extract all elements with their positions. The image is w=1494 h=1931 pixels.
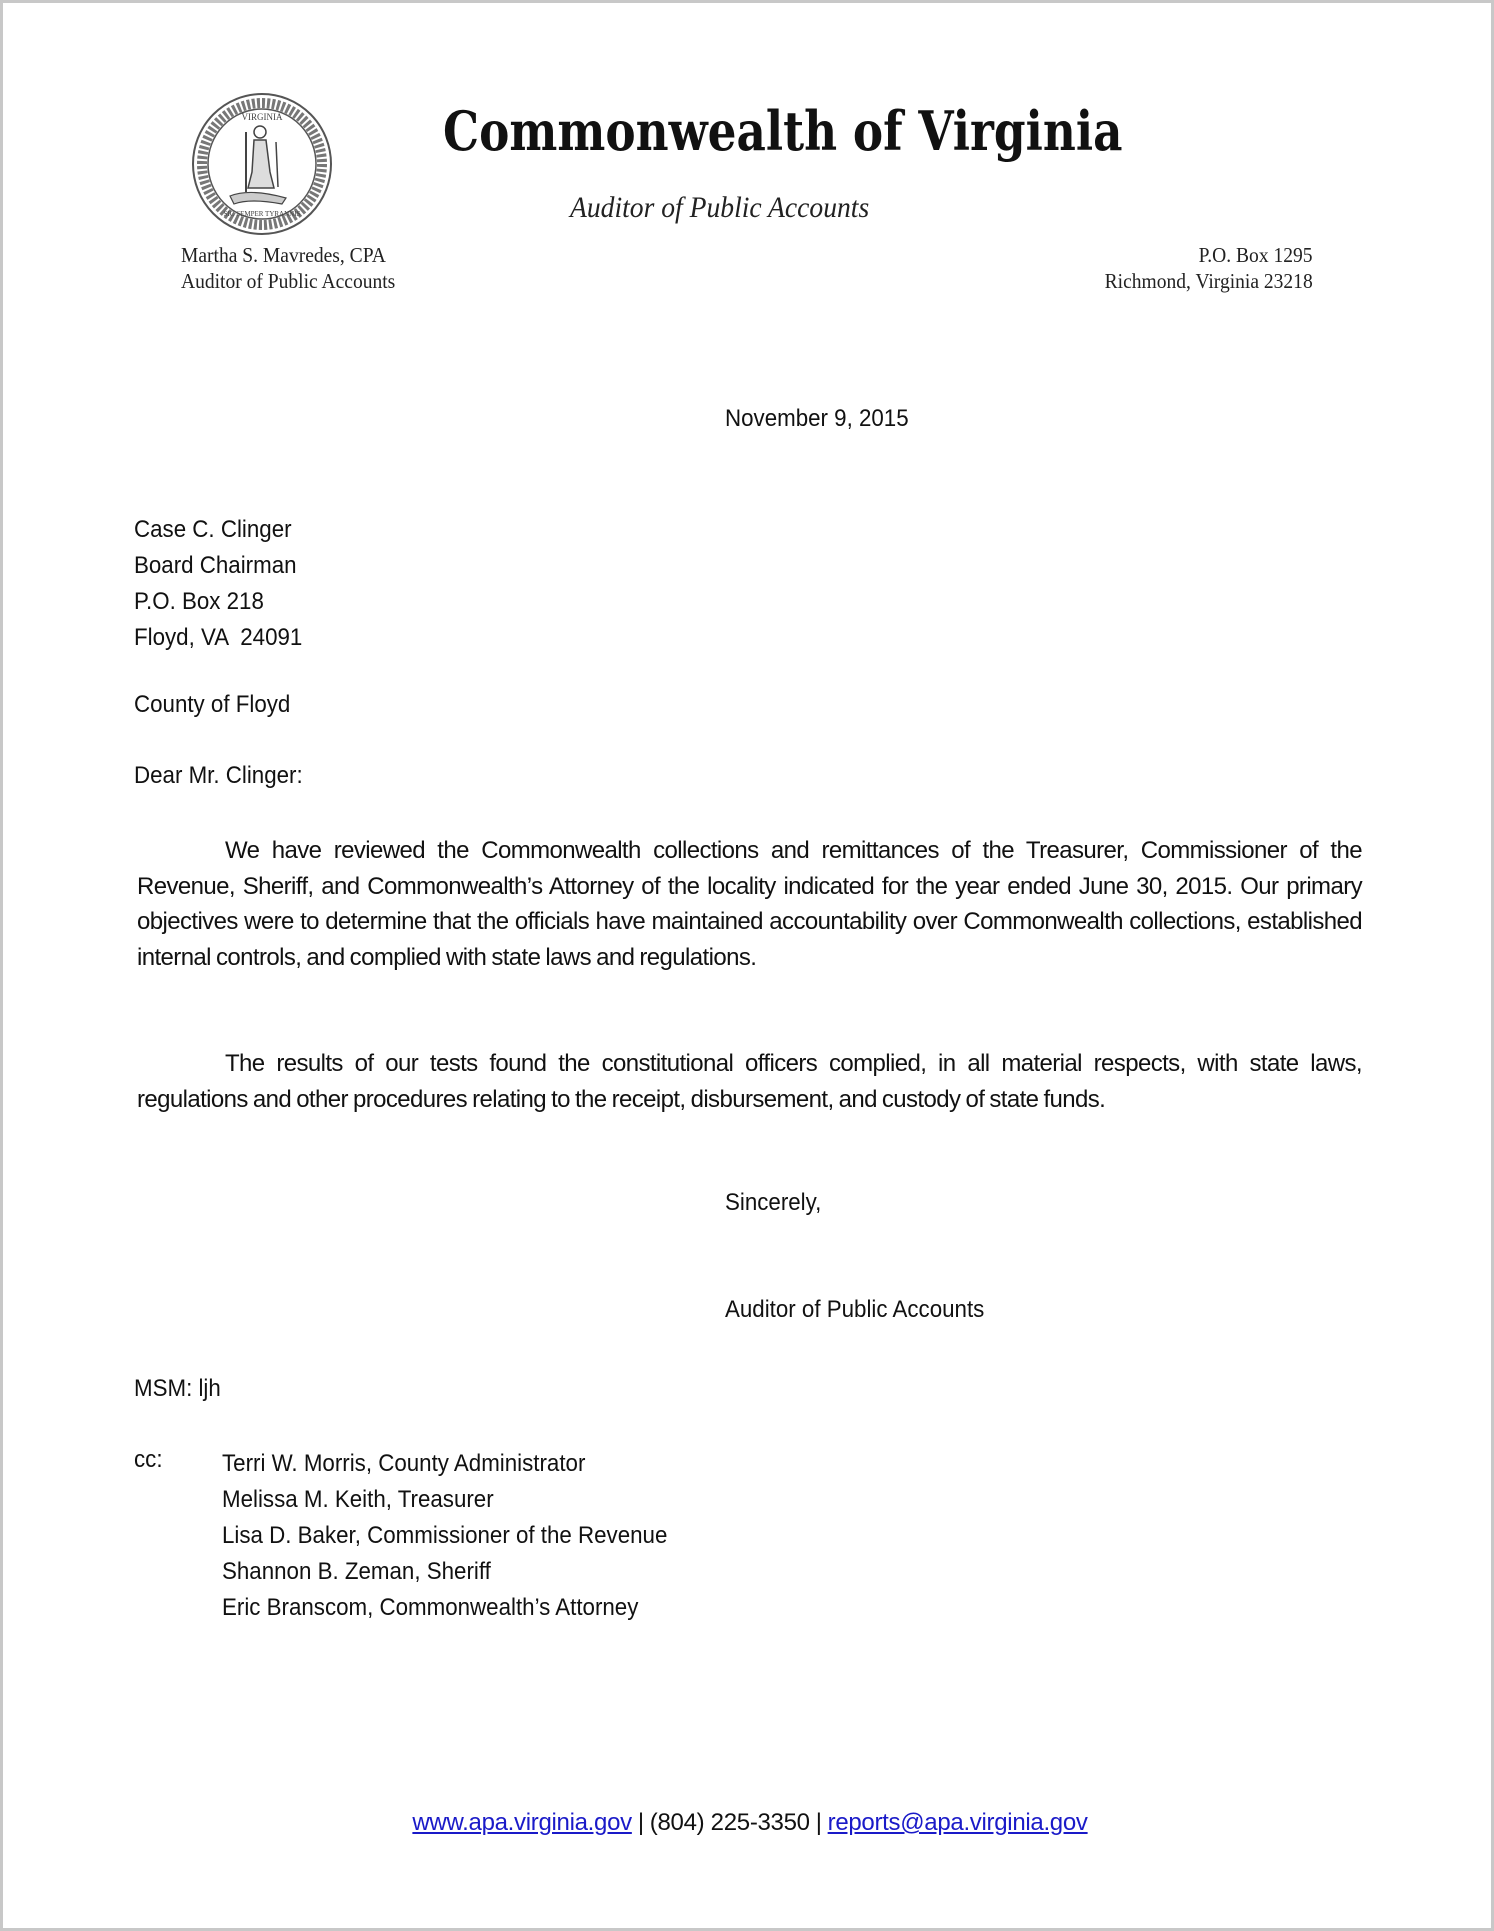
cc-recipient: Eric Branscom, Commonwealth’s Attorney xyxy=(222,1594,639,1621)
cc-recipient: Terri W. Morris, County Administrator xyxy=(222,1450,586,1477)
cc-recipient: Lisa D. Baker, Commissioner of the Revenue xyxy=(222,1522,668,1549)
svg-text:VIRGINIA: VIRGINIA xyxy=(241,112,283,122)
auditor-name: Martha S. Mavredes, CPA xyxy=(181,243,386,267)
locality: County of Floyd xyxy=(134,691,291,718)
office-address-line1: P.O. Box 1295 xyxy=(1199,243,1313,267)
email-link[interactable]: reports@apa.virginia.gov xyxy=(827,1809,1088,1836)
phone-number: (804) 225-3350 xyxy=(649,1809,810,1836)
auditor-position: Auditor of Public Accounts xyxy=(181,269,396,293)
letterhead-subtitle: Auditor of Public Accounts xyxy=(570,191,870,224)
salutation: Dear Mr. Clinger: xyxy=(134,762,303,789)
recipient-block xyxy=(134,512,302,656)
footer-separator: | xyxy=(815,1809,822,1836)
footer xyxy=(3,1809,1494,1837)
virginia-seal-icon xyxy=(190,92,334,236)
recipient-title: Board Chairman xyxy=(134,552,297,579)
cc-list xyxy=(222,1446,667,1626)
website-link[interactable]: www.apa.virginia.gov xyxy=(412,1809,632,1836)
office-address-line2: Richmond, Virginia 23218 xyxy=(1104,269,1313,293)
recipient-address-line1: P.O. Box 218 xyxy=(134,588,264,615)
svg-text:SIC SEMPER TYRANNIS: SIC SEMPER TYRANNIS xyxy=(223,210,301,218)
letter-date: November 9, 2015 xyxy=(725,405,909,432)
signature: Auditor of Public Accounts xyxy=(725,1296,985,1323)
closing: Sincerely, xyxy=(725,1189,822,1216)
cc-recipient: Melissa M. Keith, Treasurer xyxy=(222,1486,494,1513)
recipient-address-line2: Floyd, VA 24091 xyxy=(134,624,303,651)
footer-separator: | xyxy=(637,1809,644,1836)
body-paragraph-2: The results of our tests found the constitutional officers complied, in all material respects, with state laws, regulations and other procedures relating to the receipt, disbursement, and custody of state funds. xyxy=(137,1050,1362,1113)
letterhead-title: Commonwealth of Virginia xyxy=(443,99,1123,163)
cc-recipient: Shannon B. Zeman, Sheriff xyxy=(222,1558,491,1585)
initials: MSM: ljh xyxy=(134,1375,221,1402)
body-paragraph-1: We have reviewed the Commonwealth collections and remittances of the Treasurer, Commissioner of the Revenue, Sheriff, and Commonwealth’s Attorney of the locality indicated for the year ended June 30, 2015. Our primary objectives were to determine that the officials have maintained accountability over Commonwealth collections, established internal controls, and complied with state laws and regulations. xyxy=(137,837,1362,972)
recipient-name: Case C. Clinger xyxy=(134,516,292,543)
cc-label: cc: xyxy=(134,1446,163,1473)
